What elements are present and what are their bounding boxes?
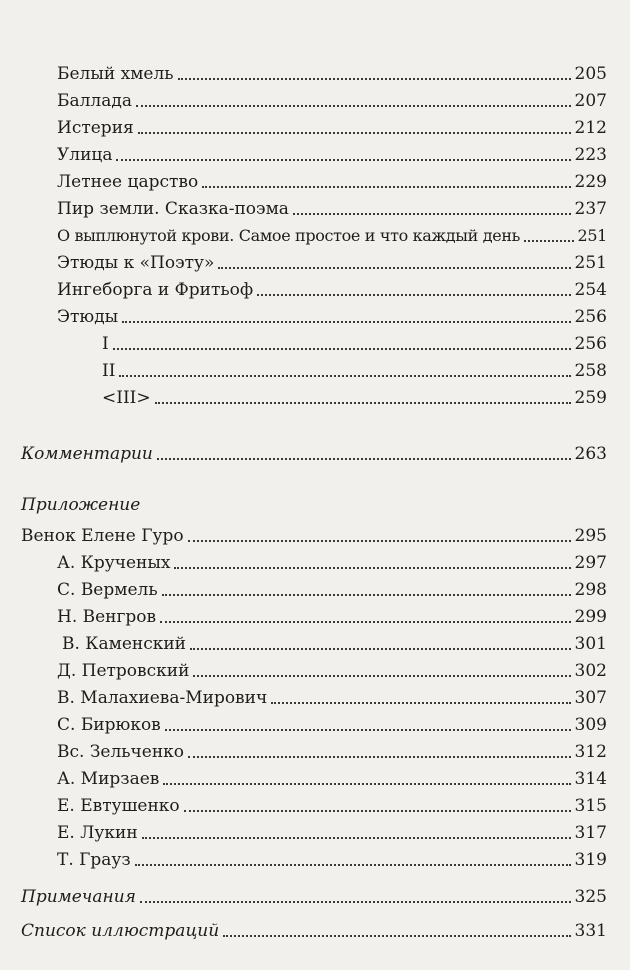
toc-entry-title: Н. Венгров <box>57 607 157 627</box>
toc-entry-title: С. Вермель <box>57 580 158 600</box>
leader-dots <box>271 702 570 704</box>
toc-entry <box>57 247 607 274</box>
toc-entry-page: 312 <box>574 742 607 762</box>
leader-dots <box>174 567 570 569</box>
leader-dots <box>202 186 570 188</box>
toc-entry <box>57 817 607 844</box>
leader-dots <box>178 78 571 80</box>
toc-entry <box>57 85 607 112</box>
toc-entry <box>57 682 607 709</box>
toc-entry-title: <III> <box>102 388 151 408</box>
toc-entry-page: 301 <box>574 634 607 654</box>
leader-dots <box>160 621 570 623</box>
leader-dots <box>193 675 570 677</box>
toc-entry-page: 251 <box>577 226 607 245</box>
toc-entry-page: 205 <box>574 64 607 84</box>
toc-entry-title: С. Бирюков <box>57 715 161 735</box>
toc-entry-title: I <box>102 334 109 354</box>
toc-entry-page: 237 <box>574 199 607 219</box>
toc-entry-title: О выплюнутой крови. Самое простое и что каждый день <box>57 226 521 245</box>
toc-entry <box>57 58 607 85</box>
leader-dots <box>293 213 571 215</box>
toc-entry-page: 229 <box>574 172 607 192</box>
toc-entry-title: Комментарии <box>21 444 153 464</box>
toc-entry-page: 307 <box>574 688 607 708</box>
leader-dots <box>257 294 570 296</box>
toc-entry-page: 317 <box>574 823 607 843</box>
toc-entry-title: II <box>102 361 116 381</box>
leader-dots <box>165 729 571 731</box>
toc-entry <box>57 547 607 574</box>
toc-entry-page: 297 <box>574 553 607 573</box>
toc-entry <box>57 574 607 601</box>
toc-entry-title: Улица <box>57 145 113 165</box>
toc-entry <box>57 139 607 166</box>
toc-entry <box>102 328 607 355</box>
toc-entry-title: В. Каменский <box>62 634 187 654</box>
toc-entry-page: 331 <box>574 921 607 941</box>
toc-entry <box>57 763 607 790</box>
toc-entry <box>21 520 607 547</box>
toc-entry <box>57 301 607 328</box>
toc-entry-page: 263 <box>574 444 607 464</box>
toc-entry-title: Пир земли. Сказка-поэма <box>57 199 289 219</box>
toc-entry <box>62 628 607 655</box>
toc-entry-page: 212 <box>574 118 607 138</box>
leader-dots <box>218 267 570 269</box>
toc-entry-commentary <box>21 438 607 465</box>
toc-entry <box>102 355 607 382</box>
leader-dots <box>140 901 571 903</box>
toc-entry-title: В. Малахиева-Мирович <box>57 688 268 708</box>
toc-entry-page: 315 <box>574 796 607 816</box>
leader-dots <box>524 240 573 242</box>
leader-dots <box>155 402 571 404</box>
toc-entry-page: 223 <box>574 145 607 165</box>
toc-entry <box>57 166 607 193</box>
toc-entry-page: 319 <box>574 850 607 870</box>
toc-entry-title: Летнее царство <box>57 172 199 192</box>
toc-entry-title: Истерия <box>57 118 134 138</box>
leader-dots <box>188 540 571 542</box>
toc-entry <box>57 220 607 247</box>
toc-entry-title: Белый хмель <box>57 64 174 84</box>
toc-entry-title: Этюды к «Поэту» <box>57 253 215 273</box>
leader-dots <box>119 375 570 377</box>
toc-entry-page: 314 <box>574 769 607 789</box>
appendix-heading: Приложение <box>21 495 141 515</box>
leader-dots <box>135 864 571 866</box>
leader-dots <box>157 458 571 460</box>
toc-entry-title: Т. Грауз <box>57 850 131 870</box>
toc-entry-page: 302 <box>574 661 607 681</box>
toc-entry <box>57 601 607 628</box>
toc-entry-page: 207 <box>574 91 607 111</box>
toc-entry <box>57 274 607 301</box>
toc-entry-page: 325 <box>574 887 607 907</box>
toc-entry-notes <box>21 881 607 908</box>
toc-entry-page: 259 <box>574 388 607 408</box>
leader-dots <box>122 321 570 323</box>
toc-entry-title: Ингеборга и Фритьоф <box>57 280 254 300</box>
toc-entry-title: Этюды <box>57 307 119 327</box>
toc-entry-title: Баллада <box>57 91 132 111</box>
toc-entry <box>57 709 607 736</box>
leader-dots <box>142 837 571 839</box>
toc-entry-page: 309 <box>574 715 607 735</box>
toc-entry-page: 299 <box>574 607 607 627</box>
leader-dots <box>138 132 571 134</box>
toc-entry <box>57 112 607 139</box>
toc-entry-page: 258 <box>574 361 607 381</box>
leader-dots <box>162 594 571 596</box>
toc-entry <box>102 382 607 409</box>
toc-entry-title: Список иллюстраций <box>21 921 220 941</box>
leader-dots <box>223 935 570 937</box>
leader-dots <box>188 756 571 758</box>
toc-entry <box>57 844 607 871</box>
leader-dots <box>163 783 570 785</box>
toc-entry <box>57 193 607 220</box>
toc-entry-title: Венок Елене Гуро <box>21 526 184 546</box>
toc-entry-page: 256 <box>574 334 607 354</box>
toc-entry-page: 254 <box>574 280 607 300</box>
toc-entry-title: Е. Лукин <box>57 823 138 843</box>
leader-dots <box>184 810 571 812</box>
toc-entry-title: А. Крученых <box>57 553 171 573</box>
toc-entry-page: 251 <box>574 253 607 273</box>
leader-dots <box>113 348 571 350</box>
toc-entry <box>57 736 607 763</box>
leader-dots <box>190 648 571 650</box>
toc-entry <box>57 790 607 817</box>
toc-entry-page: 256 <box>574 307 607 327</box>
toc-entry-page: 298 <box>574 580 607 600</box>
toc-entry <box>57 655 607 682</box>
toc-entry-title: Вс. Зельченко <box>57 742 185 762</box>
leader-dots <box>136 105 571 107</box>
toc-entry-illustrations <box>21 915 607 942</box>
toc-entry-title: Примечания <box>21 887 136 907</box>
toc-entry-title: А. Мирзаев <box>57 769 160 789</box>
toc-entry-title: Е. Евтушенко <box>57 796 180 816</box>
toc-entry-page: 295 <box>574 526 607 546</box>
leader-dots <box>116 159 570 161</box>
toc-entry-title: Д. Петровский <box>57 661 190 681</box>
